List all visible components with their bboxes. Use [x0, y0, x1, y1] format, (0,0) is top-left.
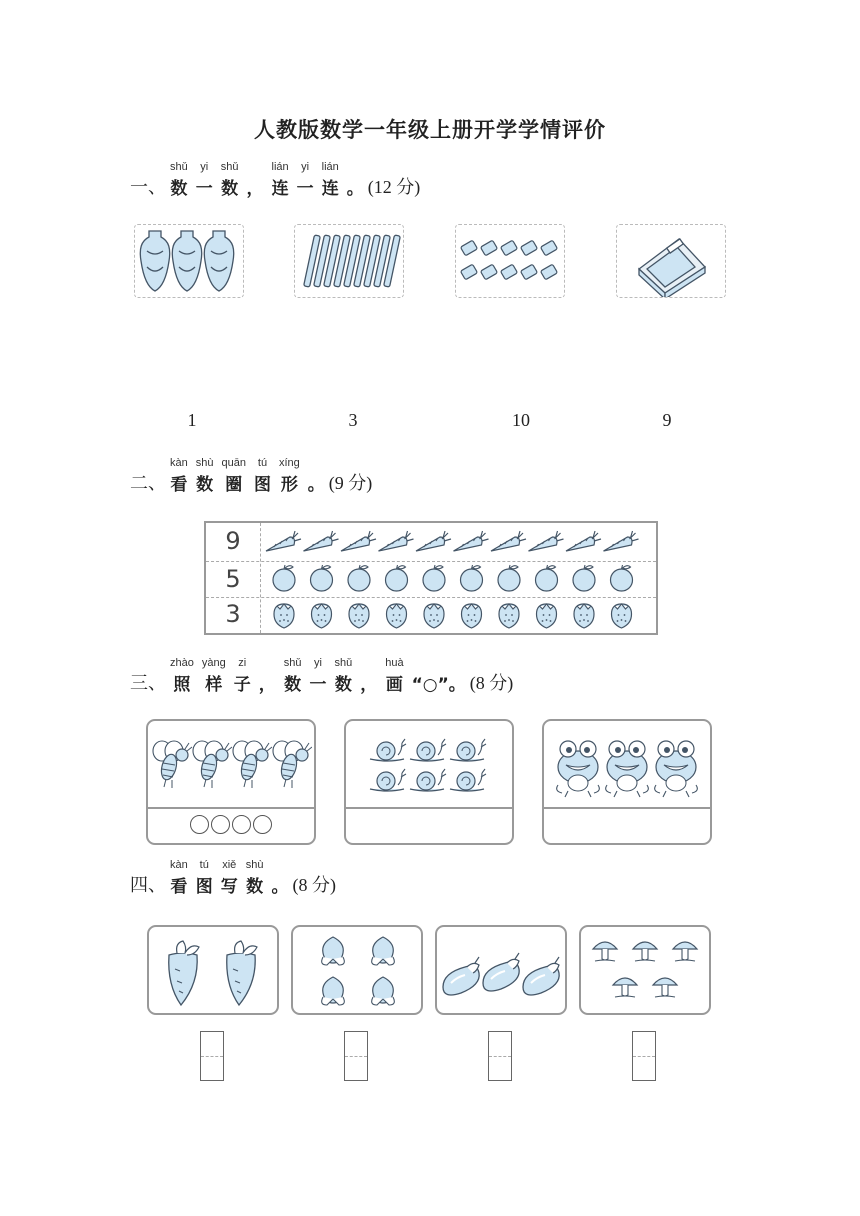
radish-box	[147, 925, 279, 1015]
vase-icon	[135, 225, 243, 297]
eggplant-icon	[443, 957, 479, 995]
eggplant-icon	[437, 927, 565, 1013]
pinyin-word	[347, 160, 364, 199]
question-3-score: (8 分)	[469, 673, 514, 693]
hanzi: ，	[258, 675, 276, 695]
pinyin: yi	[200, 161, 209, 173]
question-1-number: 一、	[130, 177, 166, 198]
carrot-icon	[604, 531, 639, 551]
hanzi: 照	[173, 675, 191, 695]
question-1-heading	[130, 160, 420, 199]
mushroom-icon	[581, 927, 709, 1013]
carrot-icon	[304, 531, 339, 551]
book-icon	[617, 225, 725, 297]
carrot-icon	[416, 531, 451, 551]
hanzi: 数	[196, 475, 214, 495]
circle-table	[204, 521, 658, 635]
hanzi: 写	[220, 877, 238, 897]
pinyin: kàn	[170, 859, 188, 871]
pinyin: yi	[313, 657, 322, 669]
pinyin: shù	[195, 457, 214, 469]
page-title: 人教版数学一年级上册开学学情评价	[254, 118, 606, 142]
hanzi: 看	[170, 475, 188, 495]
question-3-heading	[130, 656, 513, 695]
apple-icon	[461, 565, 483, 591]
pinyin-word	[272, 160, 289, 199]
bee-icon	[150, 735, 312, 795]
carrot-icon	[454, 531, 489, 551]
apple-icon	[386, 565, 408, 591]
circle-icon	[190, 815, 209, 834]
radish-icon	[169, 941, 199, 1005]
strawberry-icon	[424, 604, 444, 628]
question-1-score: (12 分)	[367, 177, 421, 197]
sticks-icon	[295, 225, 403, 297]
bee-icon	[153, 741, 192, 788]
pinyin: lián	[271, 161, 289, 173]
pinyin	[347, 160, 364, 174]
circle-icon	[211, 815, 230, 834]
hanzi: 样	[205, 675, 223, 695]
strawberry-icon	[537, 604, 557, 628]
answer-area[interactable]	[346, 807, 512, 843]
pinyin-word	[412, 656, 466, 695]
write-box-2[interactable]	[344, 1031, 368, 1081]
bees-box	[146, 719, 316, 845]
apple-icon	[273, 565, 295, 591]
strawberry-row[interactable]	[264, 599, 650, 631]
mushroom-icon	[593, 942, 617, 961]
hanzi: 连	[321, 179, 339, 199]
question-3-number: 三、	[130, 673, 166, 694]
pinyin-word	[202, 656, 226, 695]
question-4-number: 四、	[130, 875, 166, 896]
hanzi: 图	[195, 877, 213, 897]
pinyin: kàn	[170, 457, 188, 469]
hanzi: 。	[271, 877, 289, 897]
pinyin-word	[196, 160, 213, 199]
row-number-2: 5	[225, 565, 241, 593]
apple-icon	[611, 565, 633, 591]
carrot-icon	[566, 531, 601, 551]
pinyin: quān	[221, 457, 246, 469]
write-box-4[interactable]	[632, 1031, 656, 1081]
hanzi: 一	[309, 675, 327, 695]
snail-icon	[366, 733, 492, 797]
frog-icon	[655, 741, 698, 797]
hanzi: 子	[233, 675, 251, 695]
carrot-icon	[341, 531, 376, 551]
pinyin	[272, 858, 289, 872]
pinyin-word	[247, 160, 264, 199]
answer-area[interactable]	[544, 807, 710, 843]
radish-icon	[149, 927, 277, 1013]
pinyin-word	[272, 858, 289, 897]
frog-icon	[552, 727, 702, 803]
pinyin: xíng	[278, 457, 300, 469]
apple-icon	[423, 565, 445, 591]
carrot-icon	[266, 531, 301, 551]
question-4-score: (8 分)	[292, 875, 336, 895]
peach-icon	[322, 937, 345, 965]
pinyin-word	[234, 656, 251, 695]
pinyin: huà	[385, 657, 404, 669]
pinyin-word	[222, 456, 246, 495]
frogs-box	[542, 719, 712, 845]
apple-icon	[536, 565, 558, 591]
eggplant-box	[435, 925, 567, 1015]
hanzi: 。	[307, 475, 325, 495]
pinyin: xiě	[222, 859, 237, 871]
hanzi: 看	[170, 877, 188, 897]
eraser-icon	[456, 225, 564, 297]
strawberry-icon	[349, 604, 369, 628]
hanzi: 一	[296, 179, 314, 199]
answer-area[interactable]	[148, 807, 314, 843]
circle-icon	[253, 815, 272, 834]
example-circles	[148, 809, 314, 838]
pinyin: zi	[238, 657, 247, 669]
carrot-icon	[491, 531, 526, 551]
strawberry-icon	[387, 604, 407, 628]
mushroom-icon	[633, 942, 657, 961]
mushroom-icon	[613, 978, 637, 997]
carrot-icon	[379, 531, 414, 551]
write-box-1[interactable]	[200, 1031, 224, 1081]
apple-icon	[311, 565, 333, 591]
hanzi: 圈	[225, 475, 243, 495]
pinyin-word	[259, 656, 276, 695]
snail-icon	[450, 739, 486, 761]
strawberry-icon	[462, 604, 482, 628]
pinyin-word	[254, 456, 271, 495]
mushroom-icon	[673, 942, 697, 961]
pinyin: shǔ	[334, 657, 353, 669]
pinyin: lián	[321, 161, 339, 173]
pinyin	[247, 160, 264, 174]
question-4-heading	[130, 858, 336, 897]
pinyin	[259, 656, 276, 670]
pinyin-word	[221, 858, 238, 897]
pinyin: shù	[245, 859, 264, 871]
snails-box	[344, 719, 514, 845]
pinyin-word	[170, 656, 194, 695]
pinyin	[308, 456, 325, 470]
bee-icon	[193, 741, 232, 788]
pinyin-word	[170, 160, 188, 199]
bee-icon	[233, 741, 272, 788]
pinyin: yàng	[201, 657, 226, 669]
pinyin-word	[297, 160, 314, 199]
match-number-2[interactable]: 3	[348, 410, 358, 430]
pinyin-word	[246, 858, 264, 897]
question-2-score: (9 分)	[328, 473, 373, 493]
snail-icon	[370, 769, 406, 791]
mushroom-icon	[653, 978, 677, 997]
snail-icon	[370, 739, 406, 761]
pinyin-word	[196, 456, 214, 495]
pinyin: shǔ	[220, 161, 239, 173]
hanzi: “○”。	[411, 675, 466, 695]
match-number-1[interactable]: 1	[187, 410, 197, 430]
strawberry-icon	[499, 604, 519, 628]
sticks-picture[interactable]	[294, 224, 404, 298]
pinyin-word	[322, 160, 339, 199]
hanzi: 数	[170, 179, 188, 199]
bee-icon	[273, 741, 312, 788]
match-number-4[interactable]: 9	[662, 410, 672, 430]
hanzi: 连	[271, 179, 289, 199]
question-2-number: 二、	[130, 473, 166, 494]
pinyin	[412, 656, 466, 670]
frog-icon	[557, 741, 600, 797]
hanzi: ，	[360, 675, 378, 695]
pinyin: tú	[199, 859, 209, 871]
strawberry-icon	[274, 604, 294, 628]
peach-icon	[372, 977, 395, 1005]
pinyin	[360, 656, 377, 670]
carrot-row[interactable]	[264, 525, 650, 559]
hanzi: 数	[221, 179, 239, 199]
pinyin-word	[170, 456, 188, 495]
strawberry-icon	[574, 604, 594, 628]
pinyin-word	[334, 656, 352, 695]
storybook-picture[interactable]	[616, 224, 726, 298]
apple-icon	[498, 565, 520, 591]
frog-icon	[606, 741, 649, 797]
vases-picture[interactable]	[134, 224, 244, 298]
eggplant-icon	[523, 957, 559, 995]
peach-icon	[372, 937, 395, 965]
pinyin: yi	[301, 161, 310, 173]
pinyin: zhào	[170, 657, 194, 669]
row-number-1: 9	[225, 527, 241, 555]
carrot-icon	[529, 531, 564, 551]
pinyin-word	[284, 656, 302, 695]
apple-row[interactable]	[264, 563, 650, 595]
pinyin-word	[221, 160, 239, 199]
pinyin-word	[309, 656, 326, 695]
hanzi: 形	[280, 475, 298, 495]
pinyin-word	[308, 456, 325, 495]
match-number-3[interactable]: 10	[512, 410, 530, 430]
hanzi: 数	[284, 675, 302, 695]
snail-icon	[410, 739, 446, 761]
write-box-3[interactable]	[488, 1031, 512, 1081]
pinyin-word	[170, 858, 188, 897]
pinyin: tú	[257, 457, 268, 469]
hanzi: 数	[334, 675, 352, 695]
question-2-heading	[130, 456, 372, 495]
apple-icon	[573, 565, 595, 591]
hanzi: ，	[246, 179, 264, 199]
peach-icon	[293, 927, 421, 1013]
pinyin-word	[360, 656, 377, 695]
mushroom-box	[579, 925, 711, 1015]
hanzi: 数	[246, 877, 264, 897]
hanzi: 。	[346, 179, 364, 199]
snail-icon	[450, 769, 486, 791]
pinyin-word	[279, 456, 300, 495]
strawberry-icon	[612, 604, 632, 628]
snail-icon	[410, 769, 446, 791]
hanzi: 图	[253, 475, 271, 495]
radish-icon	[227, 941, 257, 1005]
pinyin: shǔ	[283, 657, 302, 669]
peach-icon	[322, 977, 345, 1005]
pinyin-word	[385, 656, 403, 695]
peach-box	[291, 925, 423, 1015]
eggplant-icon	[483, 953, 519, 991]
row-number-3: 3	[225, 600, 241, 628]
apple-icon	[348, 565, 370, 591]
pinyin: shǔ	[170, 161, 188, 173]
circle-icon	[232, 815, 251, 834]
hanzi: 画	[385, 675, 403, 695]
hanzi: 一	[195, 179, 213, 199]
pinyin-word	[196, 858, 213, 897]
strawberry-icon	[312, 604, 332, 628]
erasers-picture[interactable]	[455, 224, 565, 298]
